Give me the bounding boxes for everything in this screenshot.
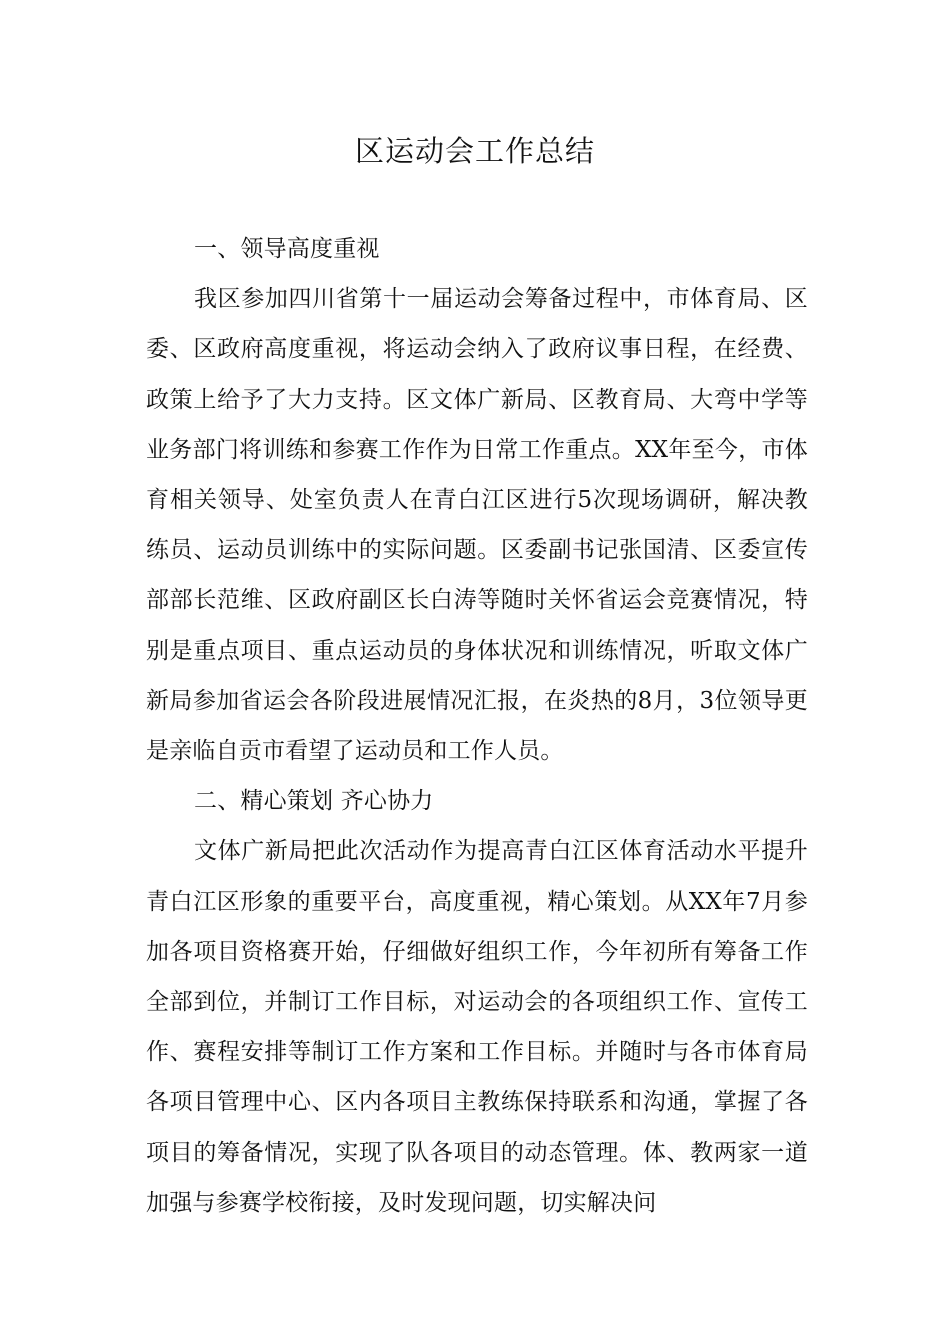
paragraph: 我区参加四川省第十一届运动会筹备过程中，市体育局、区委、区政府高度重视，将运动会纳入了政府议事日程，在经费、政策上给予了大力支持。区文体广新局、区教育局、大弯中学等业务部门将训练和参赛工作作为日常工作重点。XX年至今，市体育相关领导、处室负责人在青白江区进行5次现场调研，解决教练员、运动员训练中的实际问题。区委副书记张国清、区委宣传部部长范维、区政府副区长白涛等随时关怀省运会竞赛情况，特别是重点项目、重点运动员的身体状况和训练情况，听取文体广新局参加省运会各阶段进展情况汇报，在炎热的8月，3位领导更是亲临自贡市看望了运动员和工作人员。 <box>146 286 808 765</box>
section-heading: 一、领导高度重视 <box>194 236 380 262</box>
document-body <box>146 224 808 1228</box>
document-title: 区运动会工作总结 <box>354 134 595 168</box>
section-planning <box>146 776 808 1228</box>
paragraph: 文体广新局把此次活动作为提高青白江区体育活动水平提升青白江区形象的重要平台，高度重视，精心策划。从XX年7月参加各项目资格赛开始，仔细做好组织工作，今年初所有筹备工作全部到位，并制订工作目标，对运动会的各项组织工作、宣传工作、赛程安排等制订工作方案和工作目标。并随时与各市体育局各项目管理中心、区内各项目主教练保持联系和沟通，掌握了各项目的筹备情况，实现了队各项目的动态管理。体、教两家一道加强与参赛学校衔接，及时发现问题，切实解决问 <box>146 838 808 1216</box>
section-leadership <box>146 224 808 776</box>
section-heading: 二、精心策划 齐心协力 <box>194 788 434 815</box>
